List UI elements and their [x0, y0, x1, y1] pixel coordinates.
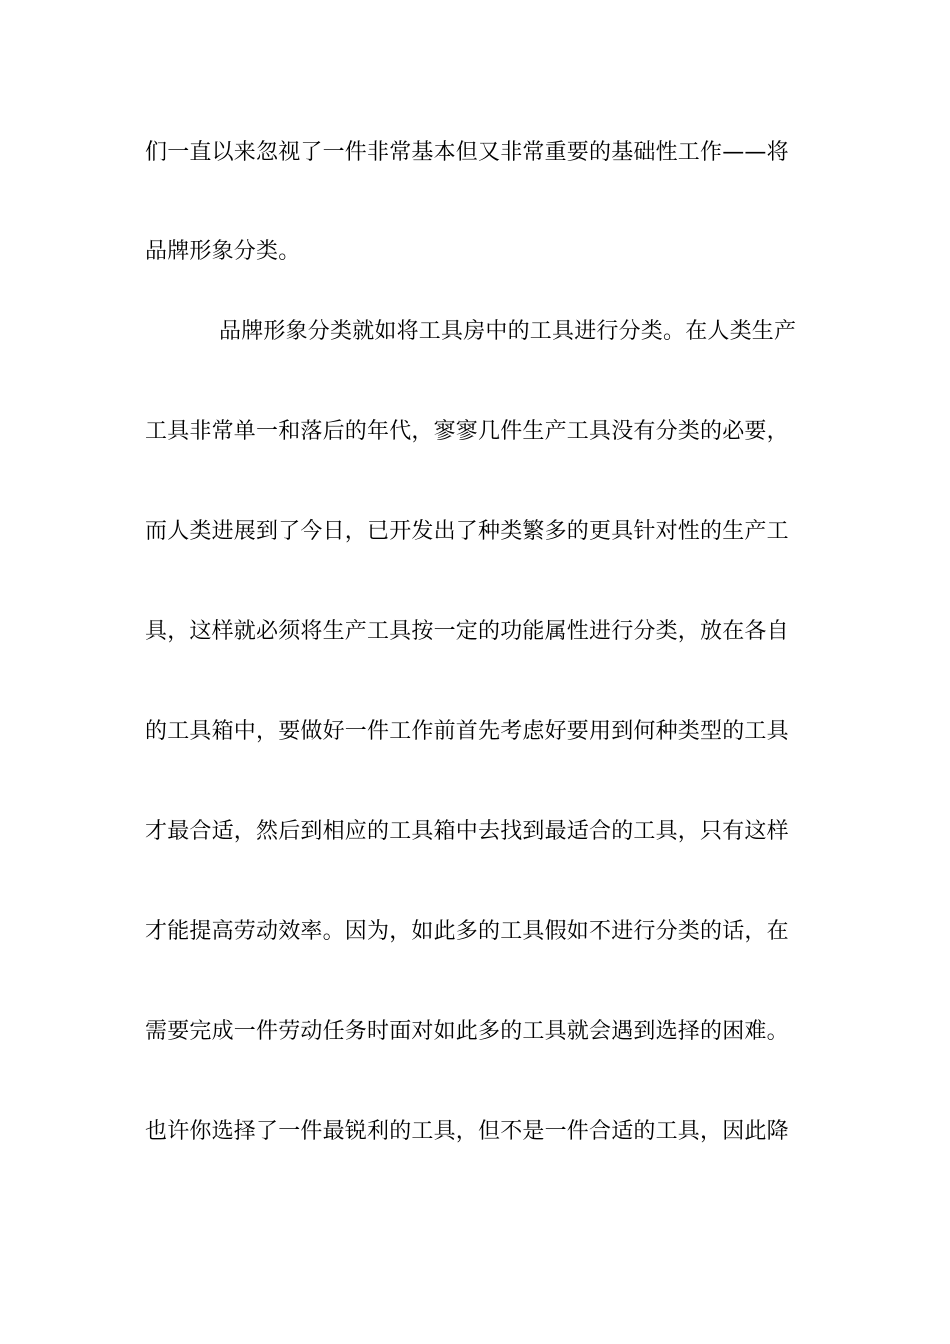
text-line: 才能提高劳动效率。因为，如此多的工具假如不进行分类的话，在 — [145, 919, 789, 944]
text-line: 而人类进展到了今日，已开发出了种类繁多的更具针对性的生产工 — [145, 519, 789, 544]
text-line: 的工具箱中，要做好一件工作前首先考虑好要用到何种类型的工具 — [145, 719, 789, 744]
text-line: 需要完成一件劳动任务时面对如此多的工具就会遇到选择的困难。 — [145, 1019, 789, 1044]
text-line: 具，这样就必须将生产工具按一定的功能属性进行分类，放在各自 — [145, 619, 789, 644]
text-line: 才最合适，然后到相应的工具箱中去找到最适合的工具，只有这样 — [145, 819, 789, 844]
text-line: 工具非常单一和落后的年代，寥寥几件生产工具没有分类的必要， — [145, 419, 789, 444]
paragraph-first-line: 品牌形象分类就如将工具房中的工具进行分类。在人类生产 — [219, 319, 797, 344]
text-line: 们一直以来忽视了一件非常基本但又非常重要的基础性工作——将 — [145, 140, 789, 165]
text-line: 也许你选择了一件最锐利的工具，但不是一件合适的工具，因此降 — [145, 1119, 789, 1144]
text-line: 品牌形象分类。 — [145, 239, 301, 264]
